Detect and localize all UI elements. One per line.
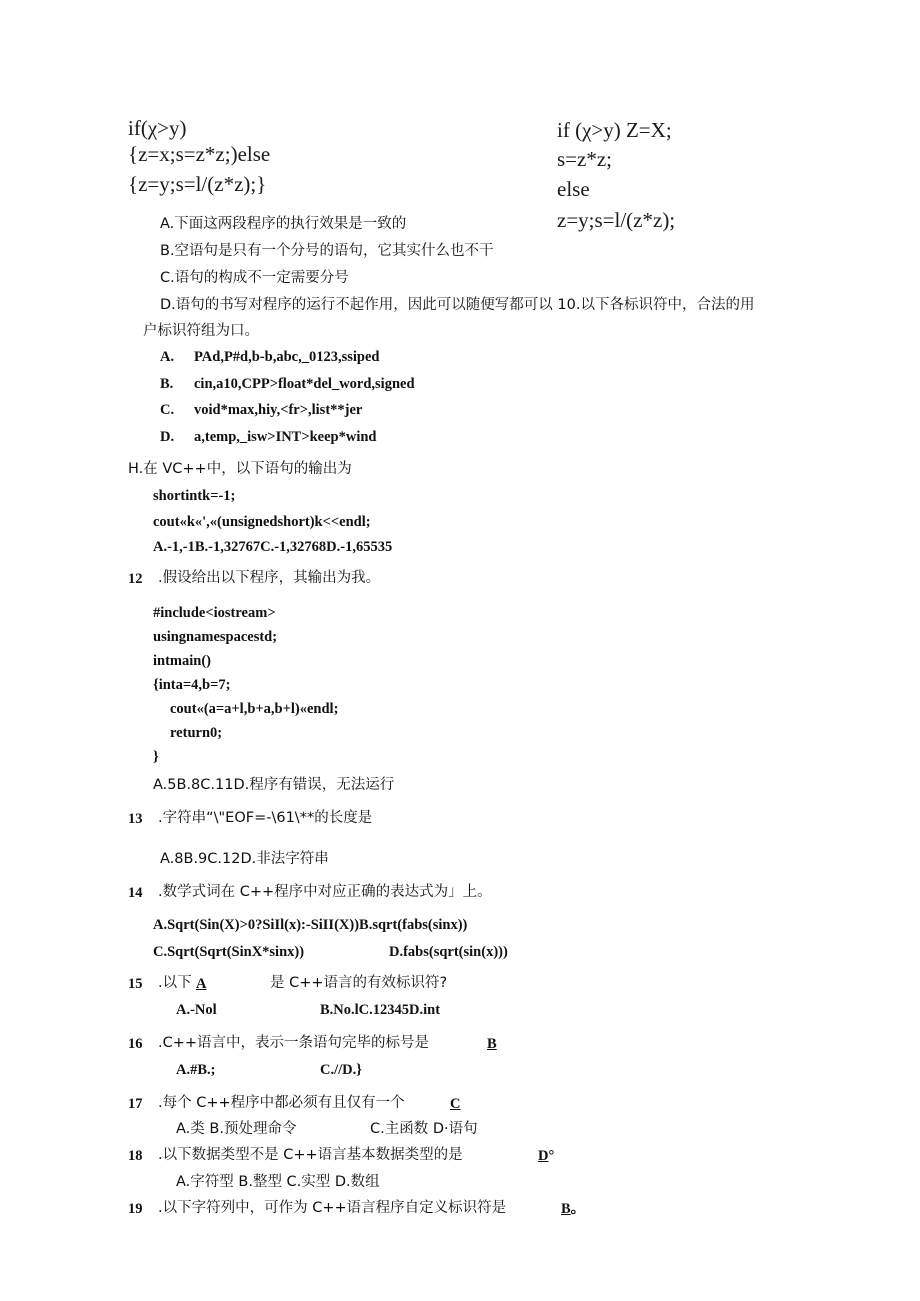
q12-code-6: return0; <box>170 725 223 741</box>
q19-answer: B <box>561 1201 571 1217</box>
q18-answer-group <box>538 1149 554 1164</box>
code-right-line-3: else <box>557 177 590 201</box>
q14-title: .数学式词在 C++程序中对应正确的表达式为」上。 <box>158 884 492 900</box>
q16-number: 16 <box>128 1036 143 1052</box>
q19-title: .以下字符列中，可作为 C++语言程序自定义标识符是 <box>158 1200 507 1216</box>
q12-code-3: intmain() <box>153 653 211 669</box>
q16-option-cd: C.//D.} <box>320 1062 362 1078</box>
q13-number: 13 <box>128 811 143 827</box>
q13-options: A.8B.9C.12D.非法字符串 <box>160 851 329 867</box>
q17-option-ab: A.类 B.预处理命令 <box>176 1121 297 1137</box>
q14-options-line1: A.Sqrt(Sin(X)>0?SiIl(x):-SiII(X))B.sqrt(fabs(sinx)) <box>153 917 468 933</box>
q10-label-a: A. <box>160 349 175 365</box>
q16-option-ab: A.#B.; <box>176 1062 216 1078</box>
q15-option-a: A.-Nol <box>176 1002 217 1018</box>
q15-options-rest: B.No.lC.12345D.int <box>320 1002 441 1018</box>
q14-option-c: C.Sqrt(Sqrt(SinX*sinx)) <box>153 944 305 960</box>
q12-code-7: } <box>153 749 159 765</box>
q17-option-cd: C.主函数 D·语句 <box>370 1121 478 1137</box>
q12-title: .假设给出以下程序，其输出为我。 <box>158 570 381 586</box>
q9-option-d: D.语句的书写对程序的运行不起作用，因此可以随便写都可以 10.以下各标识符中，合法的用 <box>160 297 755 313</box>
q10-option-d: a,temp,_isw>INT>keep*wind <box>194 429 377 445</box>
code-right-line-1: if (χ>y) Z=X; <box>557 118 672 142</box>
q10-label-b: B. <box>160 376 174 392</box>
q12-options: A.5B.8C.11D.程序有错误，无法运行 <box>153 777 395 793</box>
q15-answer: A <box>196 976 207 992</box>
q10-option-b: cin,a10,CPP>float*del_word,signed <box>194 376 415 392</box>
q19-answer-group <box>561 1202 585 1217</box>
q16-answer: B <box>487 1036 497 1052</box>
q18-number: 18 <box>128 1148 143 1164</box>
q17-title: .每个 C++程序中都必须有且仅有一个 <box>158 1095 405 1111</box>
q9-option-a: A.下面这两段程序的执行效果是一致的 <box>160 216 407 232</box>
q18-answer: D <box>538 1148 549 1164</box>
q9-option-c: C.语句的构成不一定需要分号 <box>160 270 349 286</box>
q14-number: 14 <box>128 885 143 901</box>
q11-title: H.在 VC++中，以下语句的输出为 <box>128 461 352 477</box>
q10-option-a: PAd,P#d,b-b,abc,_0123,ssiped <box>194 349 380 365</box>
q15-title-post: 是 C++语言的有效标识符? <box>270 975 448 991</box>
q15-answer-blank <box>196 977 266 992</box>
code-left-line-2: {z=x;s=z*z;)else <box>128 142 271 166</box>
q16-title: .C++语言中，表示一条语句完毕的标号是 <box>158 1035 430 1051</box>
code-right-line-2: s=z*z; <box>557 147 612 171</box>
q17-answer: C <box>450 1096 461 1112</box>
q12-number: 12 <box>128 571 143 587</box>
q10-label-d: D. <box>160 429 175 445</box>
q10-label-c: C. <box>160 402 175 418</box>
q19-answer-suffix: 。 <box>570 1201 586 1217</box>
q11-options: A.-1,-1B.-1,32767C.-1,32768D.-1,65535 <box>153 539 393 555</box>
q11-code-2: cout«k«',«(unsignedshort)k<<endl; <box>153 514 371 530</box>
q12-code-2: usingnamespacestd; <box>153 629 278 645</box>
q14-option-d: D.fabs(sqrt(sin(x))) <box>389 944 508 960</box>
q12-code-5: cout«(a=a+l,b+a,b+l)«endl; <box>170 701 339 717</box>
q12-code-1: #include<iostream> <box>153 605 276 621</box>
q17-number: 17 <box>128 1096 143 1112</box>
code-left-line-1: if(χ>y) <box>128 116 187 140</box>
q10-title-cont: 户标识符组为口。 <box>143 323 259 339</box>
q11-code-1: shortintk=-1; <box>153 488 236 504</box>
q13-title: .字符串“\"EOF=-\61\**的长度是 <box>158 810 373 826</box>
q10-option-c: void*max,hiy,<fr>,list**jer <box>194 402 363 418</box>
q9-option-b: B.空语句是只有一个分号的语句，它其实什么也不干 <box>160 243 494 259</box>
q18-options: A.字符型 B.整型 C.实型 D.数组 <box>176 1174 380 1190</box>
q15-number: 15 <box>128 976 143 992</box>
q15-title-pre: .以下 <box>158 975 192 991</box>
q18-title: .以下数据类型不是 C++语言基本数据类型的是 <box>158 1147 463 1163</box>
q12-code-4: {inta=4,b=7; <box>153 677 231 693</box>
code-left-line-3: {z=y;s=l/(z*z);} <box>128 172 267 196</box>
q18-answer-suffix: ° <box>548 1148 555 1164</box>
q19-number: 19 <box>128 1201 143 1217</box>
code-right-line-4: z=y;s=l/(z*z); <box>557 208 676 232</box>
